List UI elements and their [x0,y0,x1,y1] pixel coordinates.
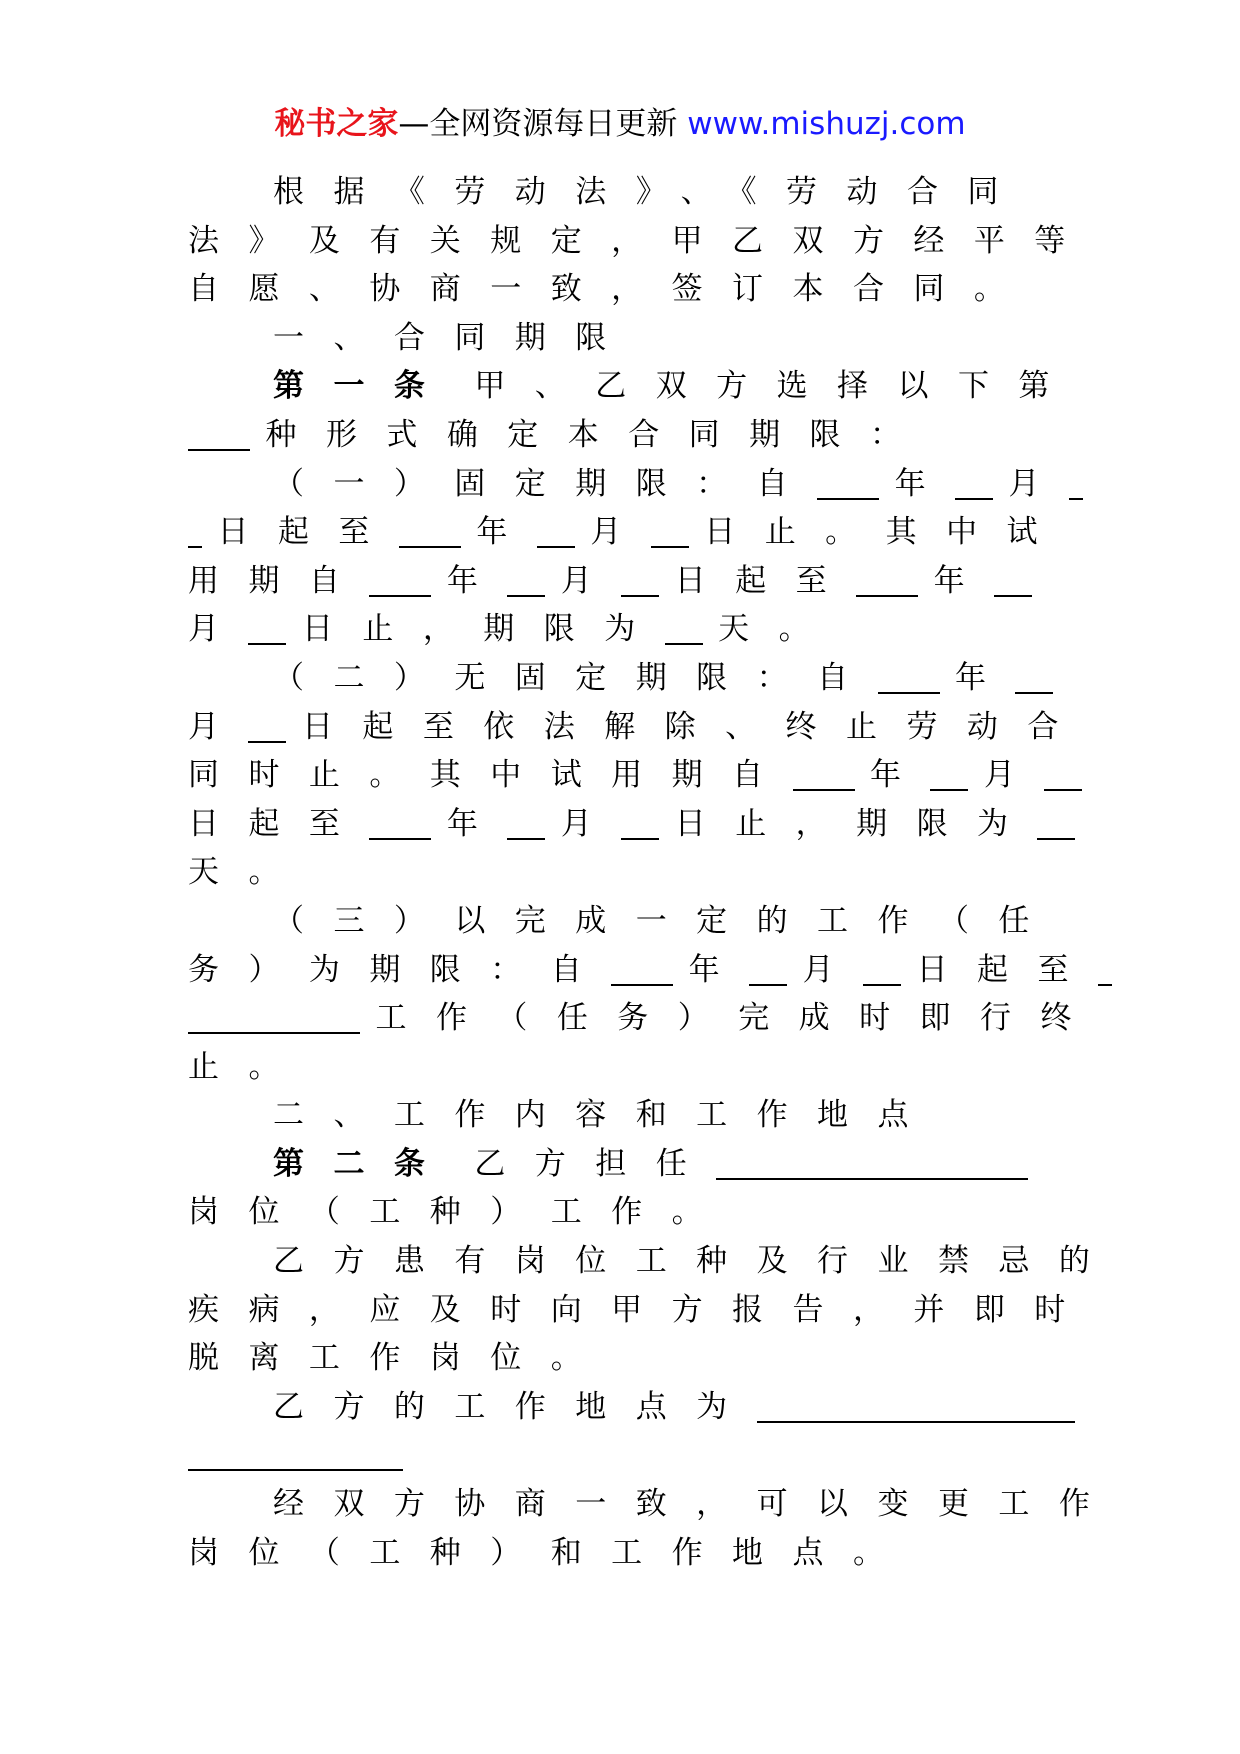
article-1-title: 第一条 [273,368,455,405]
text-span: （一）固定期限：自 [273,465,818,502]
text-span: 年 [870,757,931,794]
page-header [0,100,1240,148]
section-heading-2: 二、工作内容和工作地点 [273,1097,938,1134]
blank-field[interactable] [369,810,431,840]
blank-field[interactable] [1015,664,1053,694]
text-span: 同时止。其中试用期自 [188,757,793,794]
blank-field[interactable] [248,615,286,645]
text-line [188,654,1048,703]
article-2-text: 乙方担任 [474,1145,717,1182]
blank-field[interactable] [856,567,918,597]
workplace-blank-field-cont[interactable] [188,1441,403,1471]
blank-field[interactable] [994,567,1032,597]
blank-field[interactable] [1098,956,1112,986]
blank-field[interactable] [749,956,787,986]
article-1-text: 甲、乙双方选择以下第 [474,368,1079,405]
text-span: 日起至依法解除、终止劳动合 [301,708,1088,745]
blank-field[interactable] [507,810,545,840]
blank-field[interactable] [1044,761,1082,791]
text-span: 用期自 [188,562,370,599]
blank-field[interactable] [621,810,659,840]
text-span: 年 [446,562,508,599]
text-line: 经双方协商一致，可以变更工作 [273,1486,1120,1523]
blank-field[interactable] [248,713,286,743]
text-span: 年 [446,805,508,842]
blank-field[interactable] [611,956,673,986]
text-span: 日起至 [916,951,1098,988]
blank-field[interactable] [863,956,901,986]
text-line [188,557,1048,606]
text-span: 月 [1008,465,1069,502]
text-line [188,411,1048,460]
text-span: 工作（任务）完成时即行终 [375,1000,1101,1037]
text-line: （三）以完成一定的工作（任 [273,902,1059,939]
text-line [188,994,1101,1043]
text-line [188,751,1048,800]
text-line [188,605,1048,654]
header-url-link[interactable]: www.mishuzj.com [687,106,966,142]
blank-field[interactable] [537,518,575,548]
text-line: 岗位（工种）工作。 [188,1194,733,1231]
text-span: 务）为期限：自 [188,951,612,988]
text-span: 月 [560,805,622,842]
blank-field[interactable] [1069,470,1083,500]
text-line [188,460,1069,509]
text-span: 日起至 [217,514,399,551]
text-line: 乙方患有岗位工种及行业禁忌的 [273,1243,1120,1280]
text-span: 年 [955,659,1016,696]
blank-field[interactable] [878,664,940,694]
blank-field[interactable] [665,615,703,645]
text-span: （二）无固定期限：自 [273,659,878,696]
blank-field[interactable] [1037,810,1075,840]
blank-field[interactable] [651,518,689,548]
article-2-line [188,1140,1048,1189]
blank-field[interactable] [507,567,545,597]
text-span: 日止，期限为 [301,611,665,648]
contract-body [188,168,1120,1577]
header-brand: 秘书之家 [274,106,399,142]
article-2-title: 第二条 [273,1145,455,1182]
text-span: 月 [983,757,1045,794]
text-span: 月 [188,708,249,745]
header-tagline: —全网资源每日更新 [398,106,688,142]
text-span: 日起至 [188,805,370,842]
article-1-line [188,362,1079,411]
text-span: 日起至 [674,562,857,599]
text-span: 天。 [718,611,840,648]
text-span: 乙方的工作地点为 [273,1388,757,1425]
text-line [188,1431,1048,1480]
text-line [188,703,1088,752]
text-line: 法》及有关规定，甲乙双方经平等 [188,222,1095,259]
text-span: 月 [802,951,864,988]
text-line [188,946,1098,995]
blank-field[interactable] [188,421,250,451]
text-line: 止。 [188,1048,309,1085]
blank-field[interactable] [399,518,461,548]
text-line [188,1383,1048,1432]
text-line: 天。 [188,854,309,891]
text-span: 年 [894,465,956,502]
blank-field[interactable] [188,518,202,548]
text-span: 年 [688,951,750,988]
workplace-blank-field[interactable] [757,1393,1075,1423]
text-line [188,508,1067,557]
text-line: 疾病，应及时向甲方报告，并即时 [188,1291,1095,1328]
text-line [188,800,1048,849]
text-line: 脱离工作岗位。 [188,1340,612,1377]
blank-field[interactable] [188,1004,360,1034]
blank-field[interactable] [930,761,968,791]
text-line: 自愿、协商一致，签订本合同。 [188,271,1035,308]
blank-field[interactable] [369,567,431,597]
text-line: 根据《劳动法》、《劳动合同 [273,174,1028,210]
text-span: 种形式确定本合同期限： [265,416,931,453]
text-span: 年 [476,514,537,551]
blank-field[interactable] [621,567,659,597]
section-heading-1: 一、合同期限 [273,319,636,356]
blank-field[interactable] [817,470,879,500]
text-span: 月 [590,514,651,551]
text-span: 月 [560,562,622,599]
text-span: 年 [933,562,995,599]
text-span: 日止。其中试 [704,514,1067,551]
text-span: 日止，期限为 [674,805,1038,842]
blank-field[interactable] [793,761,855,791]
position-blank-field[interactable] [716,1150,1028,1180]
blank-field[interactable] [955,470,993,500]
text-line: 岗位（工种）和工作地点。 [188,1534,914,1571]
text-span: 月 [188,611,249,648]
